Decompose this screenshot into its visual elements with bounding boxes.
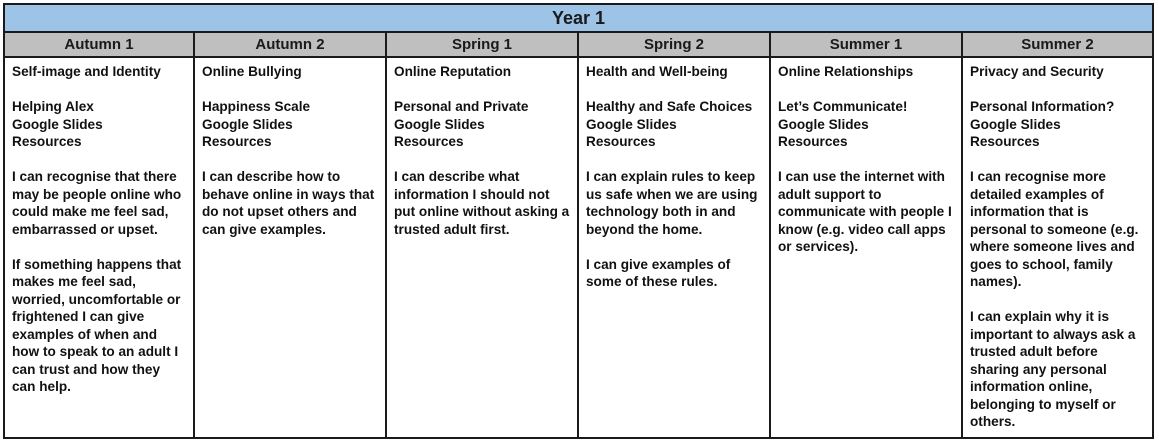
resource-link[interactable]: Personal Information? [970,99,1115,114]
term-header-spring-1: Spring 1 [387,33,579,56]
resource-link[interactable]: Happiness Scale [202,99,311,114]
term-header-summer-2: Summer 2 [1021,36,1094,53]
term-header-spring-2: Spring 2 [579,33,771,56]
resource-link[interactable]: Google Slides [394,116,485,132]
curriculum-table [3,3,1154,439]
term-header-autumn-1: Autumn 1 [5,33,195,56]
topic-title: Health and Well-being [586,64,728,79]
learning-statement: I can recognise that there may be people online who could make me feel sad, embarrassed or upset. [12,169,182,237]
topic-title: Privacy and Security [970,64,1104,79]
resource-list [202,98,379,151]
resource-list [778,98,955,151]
resource-link[interactable]: Google Slides [12,116,103,132]
topic-title: Online Reputation [394,64,512,79]
resource-link[interactable]: Resources [778,134,848,149]
resource-link[interactable]: Personal and Private [394,99,529,114]
term-cell-autumn-2 [195,58,387,437]
resource-link[interactable]: Google Slides [586,116,677,132]
resource-link[interactable]: Google Slides [778,116,869,132]
resource-link[interactable]: Resources [394,134,464,149]
resource-link[interactable]: Resources [12,134,82,149]
term-header-autumn-2: Autumn 2 [195,33,387,56]
resource-list [586,98,763,151]
resource-link[interactable]: Google Slides [202,116,293,132]
topic-title: Self-image and Identity [12,64,161,79]
resource-link[interactable]: Let’s Communicate! [778,99,908,114]
term-content-row [5,58,1152,437]
resource-link[interactable]: Google Slides [970,116,1061,132]
topic-title: Online Relationships [778,64,914,79]
resource-link[interactable]: Helping Alex [12,99,94,114]
learning-statement: I can recognise more detailed examples of information that is personal to someone (e.g. where someone lives and goes to school, family names). [970,169,1139,289]
learning-statement: I can use the internet with adult support to communicate with people I know (e.g. video call apps or services). [778,169,952,254]
learning-statement: I can give examples of some of these rules. [586,256,731,289]
term-cell-summer-2 [963,58,1152,437]
learning-statement: I can explain why it is important to always ask a trusted adult before sharing any personal information online, belonging to myself or others. [970,309,1136,429]
resource-list [970,98,1146,151]
table-title: Year 1 [5,5,1152,33]
resource-link[interactable]: Resources [202,134,272,149]
resource-list [12,98,187,151]
resource-list [394,98,571,151]
learning-statement: I can explain rules to keep us safe when we are using technology both in and beyond the home. [586,169,758,237]
term-header-row [5,33,1152,58]
term-cell-summer-1 [771,58,963,437]
term-cell-spring-1 [387,58,579,437]
learning-statement: If something happens that makes me feel sad, worried, uncomfortable or frightened I can give examples of when and how to speak to an adult I can trust and how they can help. [12,256,182,394]
resource-link[interactable]: Resources [586,134,656,149]
learning-statement: I can describe how to behave online in ways that do not upset others and can give examples. [202,169,375,237]
term-header-summer-1: Summer 1 [771,33,963,56]
topic-title: Online Bullying [202,64,302,79]
learning-statement: I can describe what information I should not put online without asking a trusted adult first. [394,169,570,237]
term-cell-autumn-1 [5,58,195,437]
term-cell-spring-2 [579,58,771,437]
resource-link[interactable]: Healthy and Safe Choices [586,99,753,114]
resource-link[interactable]: Resources [970,134,1040,149]
